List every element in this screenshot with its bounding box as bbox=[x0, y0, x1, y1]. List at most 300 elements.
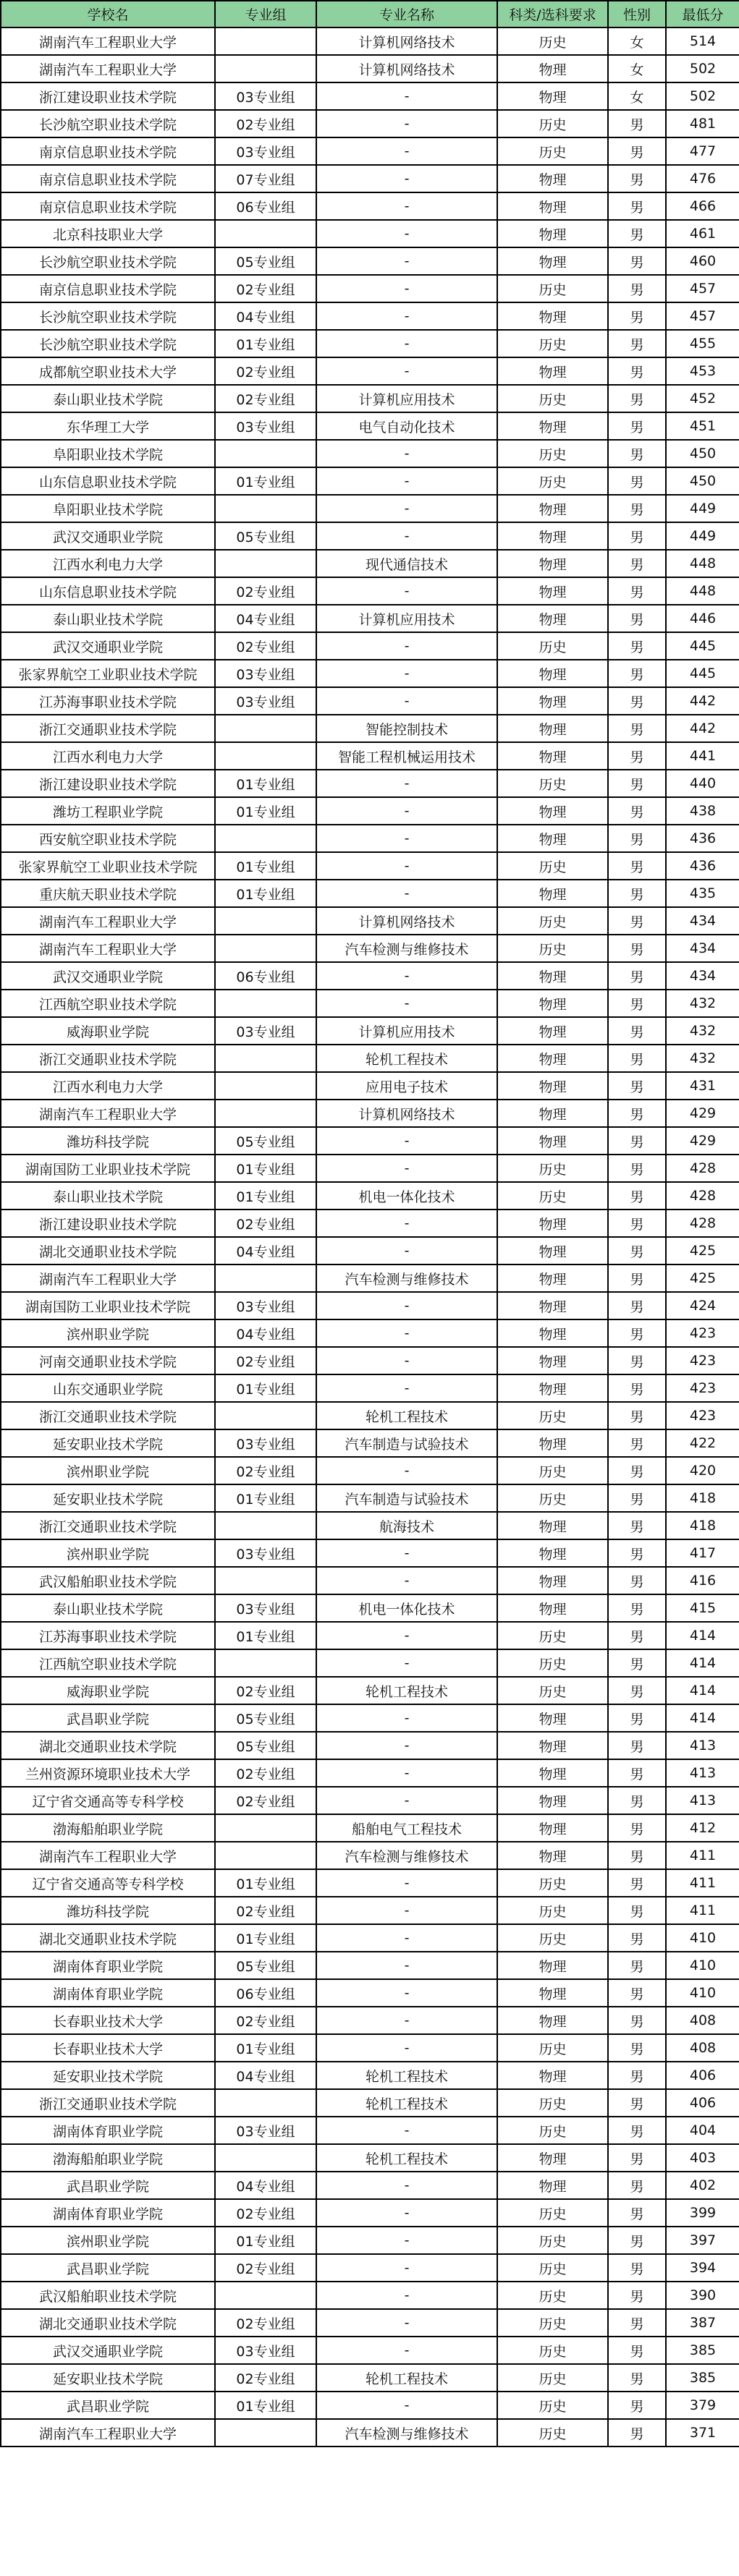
header-row bbox=[1, 1, 739, 27]
cell-min-score: 397 bbox=[666, 2227, 739, 2254]
cell-min-score: 460 bbox=[666, 247, 739, 275]
table-row bbox=[1, 660, 739, 687]
cell-school: 江西水利电力大学 bbox=[1, 1072, 215, 1100]
cell-school: 江西水利电力大学 bbox=[1, 550, 215, 577]
cell-subject-requirement: 物理 bbox=[497, 1347, 608, 1374]
table-row bbox=[1, 852, 739, 880]
cell-subject-requirement: 物理 bbox=[497, 1567, 608, 1594]
table-row bbox=[1, 1567, 739, 1594]
table-row bbox=[1, 1072, 739, 1100]
cell-subject-requirement: 物理 bbox=[497, 165, 608, 192]
cell-major-name: - bbox=[316, 357, 497, 385]
cell-school: 湖南汽车工程职业大学 bbox=[1, 1842, 215, 1869]
cell-gender: 男 bbox=[608, 330, 666, 357]
cell-subject-requirement: 物理 bbox=[497, 1732, 608, 1759]
cell-subject-requirement: 物理 bbox=[497, 1539, 608, 1567]
cell-major-name: 轮机工程技术 bbox=[316, 1677, 497, 1704]
cell-major-name: - bbox=[316, 275, 497, 302]
cell-major-name: - bbox=[316, 2199, 497, 2227]
cell-school: 武昌职业学院 bbox=[1, 1704, 215, 1732]
cell-school: 武昌职业学院 bbox=[1, 2172, 215, 2199]
cell-subject-requirement: 历史 bbox=[497, 385, 608, 412]
cell-school: 滨州职业学院 bbox=[1, 2227, 215, 2254]
cell-major-name: 智能控制技术 bbox=[316, 715, 497, 742]
cell-major-name: - bbox=[316, 522, 497, 550]
cell-major-name: - bbox=[316, 1567, 497, 1594]
cell-gender: 男 bbox=[608, 2062, 666, 2089]
cell-gender: 男 bbox=[608, 962, 666, 990]
cell-major-name: 轮机工程技术 bbox=[316, 1402, 497, 1429]
cell-major-name: - bbox=[316, 660, 497, 687]
cell-school: 长沙航空职业技术学院 bbox=[1, 247, 215, 275]
cell-min-score: 385 bbox=[666, 2364, 739, 2392]
cell-major-name: - bbox=[316, 82, 497, 110]
cell-school: 张家界航空工业职业技术学院 bbox=[1, 852, 215, 880]
cell-subject-requirement: 物理 bbox=[497, 825, 608, 852]
cell-gender: 男 bbox=[608, 2282, 666, 2309]
cell-major-name: - bbox=[316, 1759, 497, 1787]
table-row bbox=[1, 2364, 739, 2392]
table-row bbox=[1, 1759, 739, 1787]
table-row bbox=[1, 1979, 739, 2007]
table-row bbox=[1, 192, 739, 220]
cell-subject-requirement: 历史 bbox=[497, 1622, 608, 1649]
cell-gender: 男 bbox=[608, 2089, 666, 2117]
cell-min-score: 441 bbox=[666, 742, 739, 770]
cell-min-score: 425 bbox=[666, 1237, 739, 1264]
cell-gender: 男 bbox=[608, 742, 666, 770]
table-row bbox=[1, 1787, 739, 1814]
cell-subject-requirement: 历史 bbox=[497, 110, 608, 137]
table-row bbox=[1, 2117, 739, 2144]
cell-major-group: 03专业组 bbox=[215, 660, 316, 687]
cell-subject-requirement: 物理 bbox=[497, 302, 608, 330]
cell-subject-requirement: 物理 bbox=[497, 55, 608, 82]
cell-school: 湖南体育职业学院 bbox=[1, 2117, 215, 2144]
cell-subject-requirement: 物理 bbox=[497, 605, 608, 632]
cell-min-score: 434 bbox=[666, 962, 739, 990]
cell-major-name: - bbox=[316, 990, 497, 1017]
cell-major-group: 01专业组 bbox=[215, 880, 316, 907]
cell-major-group bbox=[215, 55, 316, 82]
table-row bbox=[1, 1045, 739, 1072]
cell-school: 浙江建设职业技术学院 bbox=[1, 82, 215, 110]
cell-major-group: 03专业组 bbox=[215, 1292, 316, 1319]
cell-subject-requirement: 物理 bbox=[497, 1292, 608, 1319]
cell-school: 辽宁省交通高等专科学校 bbox=[1, 1869, 215, 1897]
cell-school: 泰山职业技术学院 bbox=[1, 1594, 215, 1622]
cell-gender: 男 bbox=[608, 1924, 666, 1952]
cell-major-name: - bbox=[316, 825, 497, 852]
cell-school: 兰州资源环境职业技术大学 bbox=[1, 1759, 215, 1787]
cell-school: 湖南体育职业学院 bbox=[1, 1979, 215, 2007]
cell-school: 辽宁省交通高等专科学校 bbox=[1, 1787, 215, 1814]
cell-major-name: 现代通信技术 bbox=[316, 550, 497, 577]
cell-gender: 男 bbox=[608, 275, 666, 302]
cell-subject-requirement: 历史 bbox=[497, 852, 608, 880]
cell-min-score: 435 bbox=[666, 880, 739, 907]
cell-min-score: 408 bbox=[666, 2007, 739, 2034]
cell-subject-requirement: 历史 bbox=[497, 2337, 608, 2364]
cell-subject-requirement: 历史 bbox=[497, 632, 608, 660]
table-row bbox=[1, 1347, 739, 1374]
cell-subject-requirement: 物理 bbox=[497, 1512, 608, 1539]
cell-subject-requirement: 物理 bbox=[497, 247, 608, 275]
cell-subject-requirement: 历史 bbox=[497, 2227, 608, 2254]
table-row bbox=[1, 495, 739, 522]
cell-min-score: 413 bbox=[666, 1759, 739, 1787]
table-row bbox=[1, 1264, 739, 1292]
cell-subject-requirement: 历史 bbox=[497, 1649, 608, 1677]
cell-gender: 男 bbox=[608, 1567, 666, 1594]
cell-school: 湖南汽车工程职业大学 bbox=[1, 27, 215, 55]
cell-gender: 男 bbox=[608, 1402, 666, 1429]
cell-gender: 男 bbox=[608, 1622, 666, 1649]
cell-major-group: 02专业组 bbox=[215, 1347, 316, 1374]
cell-subject-requirement: 物理 bbox=[497, 797, 608, 825]
cell-major-name: - bbox=[316, 1924, 497, 1952]
cell-major-group: 01专业组 bbox=[215, 2227, 316, 2254]
cell-major-name: 机电一体化技术 bbox=[316, 1594, 497, 1622]
cell-school: 长春职业技术大学 bbox=[1, 2007, 215, 2034]
header-school: 学校名 bbox=[1, 1, 215, 27]
cell-subject-requirement: 历史 bbox=[497, 2199, 608, 2227]
cell-gender: 男 bbox=[608, 440, 666, 467]
cell-school: 潍坊工程职业学院 bbox=[1, 797, 215, 825]
cell-major-name: - bbox=[316, 440, 497, 467]
cell-major-group: 05专业组 bbox=[215, 1952, 316, 1979]
table-row bbox=[1, 412, 739, 440]
cell-min-score: 431 bbox=[666, 1072, 739, 1100]
cell-min-score: 448 bbox=[666, 550, 739, 577]
cell-min-score: 385 bbox=[666, 2337, 739, 2364]
cell-major-group: 01专业组 bbox=[215, 330, 316, 357]
cell-school: 延安职业技术学院 bbox=[1, 2364, 215, 2392]
cell-subject-requirement: 物理 bbox=[497, 82, 608, 110]
cell-subject-requirement: 历史 bbox=[497, 2034, 608, 2062]
table-row bbox=[1, 605, 739, 632]
cell-school: 江西水利电力大学 bbox=[1, 742, 215, 770]
cell-min-score: 416 bbox=[666, 1567, 739, 1594]
cell-school: 武昌职业学院 bbox=[1, 2392, 215, 2419]
cell-subject-requirement: 物理 bbox=[497, 357, 608, 385]
cell-gender: 女 bbox=[608, 82, 666, 110]
cell-major-group bbox=[215, 2419, 316, 2447]
cell-school: 东华理工大学 bbox=[1, 412, 215, 440]
cell-major-group: 04专业组 bbox=[215, 2062, 316, 2089]
cell-gender: 男 bbox=[608, 1704, 666, 1732]
table-row bbox=[1, 1594, 739, 1622]
cell-gender: 男 bbox=[608, 990, 666, 1017]
cell-major-group: 03专业组 bbox=[215, 1017, 316, 1045]
cell-gender: 男 bbox=[608, 1897, 666, 1924]
table-row bbox=[1, 247, 739, 275]
table-row bbox=[1, 1897, 739, 1924]
table-row bbox=[1, 1512, 739, 1539]
cell-subject-requirement: 历史 bbox=[497, 330, 608, 357]
cell-school: 湖北交通职业技术学院 bbox=[1, 2309, 215, 2337]
cell-gender: 男 bbox=[608, 852, 666, 880]
cell-major-group: 03专业组 bbox=[215, 1594, 316, 1622]
cell-major-group bbox=[215, 1842, 316, 1869]
cell-major-name: - bbox=[316, 1347, 497, 1374]
cell-school: 江苏海事职业技术学院 bbox=[1, 687, 215, 715]
cell-subject-requirement: 物理 bbox=[497, 1759, 608, 1787]
table-row bbox=[1, 1677, 739, 1704]
cell-major-group: 01专业组 bbox=[215, 467, 316, 495]
cell-major-group: 03专业组 bbox=[215, 82, 316, 110]
cell-major-group: 06专业组 bbox=[215, 192, 316, 220]
table-row bbox=[1, 1704, 739, 1732]
cell-gender: 男 bbox=[608, 1100, 666, 1127]
cell-min-score: 457 bbox=[666, 275, 739, 302]
table-row bbox=[1, 632, 739, 660]
cell-gender: 男 bbox=[608, 1732, 666, 1759]
cell-major-name: 轮机工程技术 bbox=[316, 2062, 497, 2089]
cell-subject-requirement: 历史 bbox=[497, 275, 608, 302]
cell-subject-requirement: 历史 bbox=[497, 1402, 608, 1429]
cell-subject-requirement: 历史 bbox=[497, 27, 608, 55]
cell-min-score: 451 bbox=[666, 412, 739, 440]
cell-gender: 男 bbox=[608, 2034, 666, 2062]
cell-gender: 男 bbox=[608, 1952, 666, 1979]
table-row bbox=[1, 385, 739, 412]
cell-subject-requirement: 物理 bbox=[497, 1979, 608, 2007]
cell-min-score: 445 bbox=[666, 632, 739, 660]
cell-major-name: - bbox=[316, 2172, 497, 2199]
cell-subject-requirement: 物理 bbox=[497, 412, 608, 440]
table-row bbox=[1, 1924, 739, 1952]
cell-min-score: 440 bbox=[666, 770, 739, 797]
cell-major-name: - bbox=[316, 2117, 497, 2144]
cell-min-score: 449 bbox=[666, 495, 739, 522]
table-row bbox=[1, 2172, 739, 2199]
cell-school: 江西航空职业技术学院 bbox=[1, 990, 215, 1017]
cell-subject-requirement: 历史 bbox=[497, 2392, 608, 2419]
cell-school: 湖南汽车工程职业大学 bbox=[1, 907, 215, 935]
cell-major-group: 02专业组 bbox=[215, 1677, 316, 1704]
cell-major-group: 02专业组 bbox=[215, 1897, 316, 1924]
cell-gender: 男 bbox=[608, 357, 666, 385]
cell-major-name: - bbox=[316, 1704, 497, 1732]
cell-min-score: 461 bbox=[666, 220, 739, 247]
cell-major-name: 计算机应用技术 bbox=[316, 1017, 497, 1045]
cell-school: 西安航空职业技术学院 bbox=[1, 825, 215, 852]
cell-major-group bbox=[215, 1264, 316, 1292]
cell-gender: 男 bbox=[608, 632, 666, 660]
cell-major-name: - bbox=[316, 1155, 497, 1182]
cell-subject-requirement: 物理 bbox=[497, 1842, 608, 1869]
cell-major-name: - bbox=[316, 1952, 497, 1979]
cell-school: 长沙航空职业技术学院 bbox=[1, 110, 215, 137]
cell-min-score: 418 bbox=[666, 1484, 739, 1512]
cell-min-score: 455 bbox=[666, 330, 739, 357]
cell-major-name: - bbox=[316, 1732, 497, 1759]
cell-major-name: - bbox=[316, 2392, 497, 2419]
cell-major-group: 02专业组 bbox=[215, 2199, 316, 2227]
cell-min-score: 420 bbox=[666, 1457, 739, 1484]
table-row bbox=[1, 1182, 739, 1210]
cell-school: 湖南汽车工程职业大学 bbox=[1, 935, 215, 962]
cell-subject-requirement: 历史 bbox=[497, 2089, 608, 2117]
cell-min-score: 452 bbox=[666, 385, 739, 412]
cell-major-group: 02专业组 bbox=[215, 2364, 316, 2392]
cell-school: 南京信息职业技术学院 bbox=[1, 192, 215, 220]
cell-min-score: 453 bbox=[666, 357, 739, 385]
cell-major-group: 02专业组 bbox=[215, 2254, 316, 2282]
cell-gender: 男 bbox=[608, 687, 666, 715]
cell-min-score: 414 bbox=[666, 1704, 739, 1732]
table-row bbox=[1, 1429, 739, 1457]
cell-min-score: 411 bbox=[666, 1869, 739, 1897]
cell-subject-requirement: 历史 bbox=[497, 1457, 608, 1484]
cell-subject-requirement: 物理 bbox=[497, 1374, 608, 1402]
table-row bbox=[1, 330, 739, 357]
cell-major-group: 03专业组 bbox=[215, 137, 316, 165]
cell-min-score: 450 bbox=[666, 440, 739, 467]
cell-gender: 男 bbox=[608, 1649, 666, 1677]
cell-min-score: 466 bbox=[666, 192, 739, 220]
cell-subject-requirement: 物理 bbox=[497, 1045, 608, 1072]
cell-major-name: - bbox=[316, 632, 497, 660]
cell-school: 山东交通职业学院 bbox=[1, 1374, 215, 1402]
cell-school: 成都航空职业技术大学 bbox=[1, 357, 215, 385]
cell-school: 南京信息职业技术学院 bbox=[1, 137, 215, 165]
cell-major-name: - bbox=[316, 467, 497, 495]
table-row bbox=[1, 1814, 739, 1842]
cell-major-name: - bbox=[316, 687, 497, 715]
cell-school: 威海职业学院 bbox=[1, 1017, 215, 1045]
cell-gender: 男 bbox=[608, 1155, 666, 1182]
cell-subject-requirement: 物理 bbox=[497, 715, 608, 742]
cell-school: 湖北交通职业技术学院 bbox=[1, 1732, 215, 1759]
cell-gender: 男 bbox=[608, 2254, 666, 2282]
cell-min-score: 432 bbox=[666, 1017, 739, 1045]
table-row bbox=[1, 2199, 739, 2227]
table-row bbox=[1, 715, 739, 742]
cell-gender: 男 bbox=[608, 2117, 666, 2144]
cell-major-name: 航海技术 bbox=[316, 1512, 497, 1539]
cell-gender: 男 bbox=[608, 2364, 666, 2392]
cell-gender: 男 bbox=[608, 1842, 666, 1869]
cell-min-score: 422 bbox=[666, 1429, 739, 1457]
cell-school: 湖南汽车工程职业大学 bbox=[1, 55, 215, 82]
cell-subject-requirement: 历史 bbox=[497, 1897, 608, 1924]
cell-subject-requirement: 物理 bbox=[497, 495, 608, 522]
cell-gender: 男 bbox=[608, 577, 666, 605]
cell-gender: 男 bbox=[608, 165, 666, 192]
cell-major-group: 04专业组 bbox=[215, 1237, 316, 1264]
cell-major-group: 04专业组 bbox=[215, 302, 316, 330]
cell-school: 湖南体育职业学院 bbox=[1, 1952, 215, 1979]
table-row bbox=[1, 55, 739, 82]
cell-gender: 男 bbox=[608, 797, 666, 825]
cell-school: 江西航空职业技术学院 bbox=[1, 1649, 215, 1677]
cell-gender: 男 bbox=[608, 1979, 666, 2007]
cell-subject-requirement: 物理 bbox=[497, 192, 608, 220]
cell-major-group: 03专业组 bbox=[215, 2337, 316, 2364]
cell-gender: 男 bbox=[608, 1210, 666, 1237]
cell-min-score: 428 bbox=[666, 1182, 739, 1210]
cell-min-score: 412 bbox=[666, 1814, 739, 1842]
cell-school: 浙江交通职业技术学院 bbox=[1, 1402, 215, 1429]
cell-min-score: 432 bbox=[666, 990, 739, 1017]
cell-gender: 男 bbox=[608, 2007, 666, 2034]
cell-school: 浙江交通职业技术学院 bbox=[1, 1512, 215, 1539]
cell-subject-requirement: 物理 bbox=[497, 550, 608, 577]
cell-school: 北京科技职业大学 bbox=[1, 220, 215, 247]
cell-min-score: 428 bbox=[666, 1210, 739, 1237]
cell-min-score: 411 bbox=[666, 1897, 739, 1924]
cell-school: 浙江交通职业技术学院 bbox=[1, 715, 215, 742]
cell-major-group: 01专业组 bbox=[215, 1484, 316, 1512]
cell-subject-requirement: 物理 bbox=[497, 1127, 608, 1155]
cell-major-group bbox=[215, 1567, 316, 1594]
cell-major-group: 04专业组 bbox=[215, 1319, 316, 1347]
table-row bbox=[1, 770, 739, 797]
cell-gender: 男 bbox=[608, 2419, 666, 2447]
table-row bbox=[1, 440, 739, 467]
cell-school: 延安职业技术学院 bbox=[1, 1484, 215, 1512]
cell-major-name: 计算机应用技术 bbox=[316, 605, 497, 632]
cell-school: 浙江交通职业技术学院 bbox=[1, 1045, 215, 1072]
table-header bbox=[1, 1, 739, 27]
cell-subject-requirement: 历史 bbox=[497, 2419, 608, 2447]
cell-school: 渤海船舶职业学院 bbox=[1, 2144, 215, 2172]
cell-gender: 男 bbox=[608, 1347, 666, 1374]
cell-min-score: 406 bbox=[666, 2089, 739, 2117]
table-row bbox=[1, 2392, 739, 2419]
cell-gender: 男 bbox=[608, 1429, 666, 1457]
cell-major-name: 计算机网络技术 bbox=[316, 27, 497, 55]
cell-subject-requirement: 物理 bbox=[497, 1319, 608, 1347]
cell-gender: 男 bbox=[608, 1319, 666, 1347]
cell-major-group bbox=[215, 1045, 316, 1072]
cell-school: 潍坊科技学院 bbox=[1, 1127, 215, 1155]
cell-major-group: 02专业组 bbox=[215, 110, 316, 137]
cell-gender: 男 bbox=[608, 495, 666, 522]
cell-subject-requirement: 物理 bbox=[497, 2144, 608, 2172]
cell-major-group bbox=[215, 1072, 316, 1100]
cell-subject-requirement: 物理 bbox=[497, 1594, 608, 1622]
cell-major-group bbox=[215, 440, 316, 467]
cell-subject-requirement: 物理 bbox=[497, 2007, 608, 2034]
table-row bbox=[1, 825, 739, 852]
cell-major-name: - bbox=[316, 1374, 497, 1402]
cell-subject-requirement: 历史 bbox=[497, 1869, 608, 1897]
cell-major-group: 02专业组 bbox=[215, 275, 316, 302]
table-row bbox=[1, 1842, 739, 1869]
cell-major-group: 03专业组 bbox=[215, 687, 316, 715]
table-row bbox=[1, 1127, 739, 1155]
cell-school: 浙江建设职业技术学院 bbox=[1, 1210, 215, 1237]
cell-min-score: 417 bbox=[666, 1539, 739, 1567]
cell-major-name: 汽车检测与维修技术 bbox=[316, 1842, 497, 1869]
cell-min-score: 399 bbox=[666, 2199, 739, 2227]
table-row bbox=[1, 1374, 739, 1402]
cell-major-name: - bbox=[316, 1457, 497, 1484]
table-row bbox=[1, 2089, 739, 2117]
cell-major-name: - bbox=[316, 1292, 497, 1319]
cell-major-group: 01专业组 bbox=[215, 1869, 316, 1897]
cell-gender: 男 bbox=[608, 1017, 666, 1045]
cell-gender: 男 bbox=[608, 1539, 666, 1567]
table-row bbox=[1, 1622, 739, 1649]
table-row bbox=[1, 1319, 739, 1347]
cell-subject-requirement: 物理 bbox=[497, 962, 608, 990]
cell-major-group bbox=[215, 715, 316, 742]
cell-subject-requirement: 物理 bbox=[497, 2062, 608, 2089]
